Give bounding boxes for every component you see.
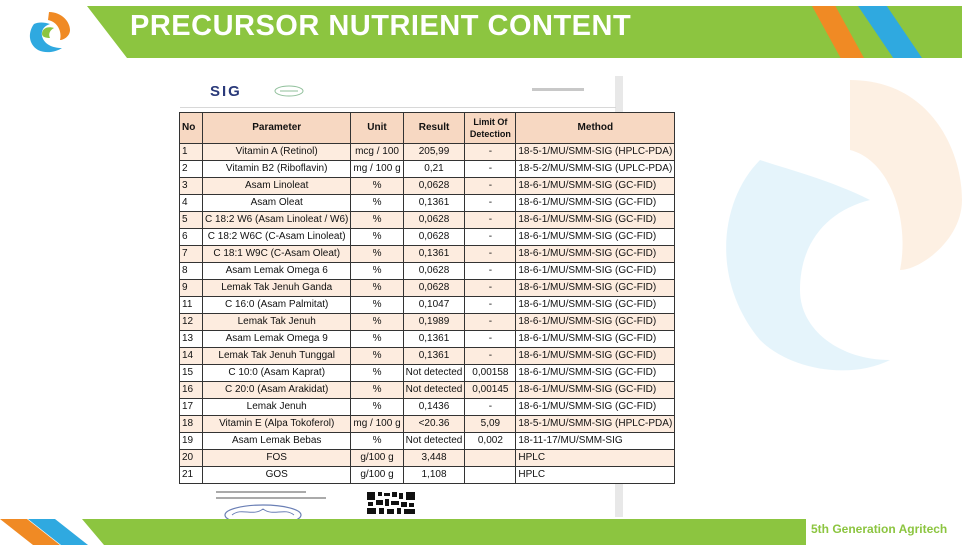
cell-result: Not detected: [403, 433, 465, 450]
cell-method: HPLC: [516, 450, 675, 467]
qr-code-icon: [366, 491, 416, 515]
cell-parameter: Asam Lemak Bebas: [203, 433, 351, 450]
cell-no: 11: [180, 297, 203, 314]
table-row: [180, 365, 675, 382]
company-swirl-logo-icon: [24, 8, 74, 58]
lab-logo: SIG: [210, 83, 242, 100]
cell-unit: %: [351, 331, 403, 348]
cell-result: 0,0628: [403, 229, 465, 246]
signature-date-line: [216, 491, 306, 493]
table-row: [180, 348, 675, 365]
cell-method: 18-6-1/MU/SMM-SIG (GC-FID): [516, 229, 675, 246]
cell-parameter: C 10:0 (Asam Kaprat): [203, 365, 351, 382]
column-header: Unit: [351, 113, 403, 144]
results-table: [179, 112, 675, 484]
cell-result: Not detected: [403, 365, 465, 382]
column-header: Parameter: [203, 113, 351, 144]
cell-parameter: GOS: [203, 467, 351, 484]
cell-method: 18-6-1/MU/SMM-SIG (GC-FID): [516, 212, 675, 229]
cell-no: 14: [180, 348, 203, 365]
cell-lod: -: [465, 229, 516, 246]
cell-no: 21: [180, 467, 203, 484]
slide-title: PRECURSOR NUTRIENT CONTENT: [130, 10, 632, 42]
table-row: [180, 433, 675, 450]
cell-lod: [465, 450, 516, 467]
cell-result: <20.36: [403, 416, 465, 433]
cell-lod: -: [465, 331, 516, 348]
cell-unit: %: [351, 212, 403, 229]
table-row: [180, 280, 675, 297]
cell-lod: -: [465, 280, 516, 297]
document-divider: [180, 107, 616, 108]
cell-unit: mcg / 100: [351, 144, 403, 161]
cell-result: 3,448: [403, 450, 465, 467]
cell-parameter: Lemak Tak Jenuh: [203, 314, 351, 331]
cell-method: 18-11-17/MU/SMM-SIG: [516, 433, 675, 450]
cell-parameter: Asam Oleat: [203, 195, 351, 212]
cell-no: 5: [180, 212, 203, 229]
cell-result: 0,0628: [403, 263, 465, 280]
cell-unit: %: [351, 195, 403, 212]
cell-result: 0,0628: [403, 212, 465, 229]
column-header: Result: [403, 113, 465, 144]
table-row: [180, 178, 675, 195]
column-header: No: [180, 113, 203, 144]
cell-parameter: Vitamin E (Alpa Tokoferol): [203, 416, 351, 433]
cell-no: 6: [180, 229, 203, 246]
cell-no: 4: [180, 195, 203, 212]
cell-result: Not detected: [403, 382, 465, 399]
cell-unit: %: [351, 263, 403, 280]
cell-result: 205,99: [403, 144, 465, 161]
cell-no: 16: [180, 382, 203, 399]
cell-lod: 0,00158: [465, 365, 516, 382]
cell-method: 18-6-1/MU/SMM-SIG (GC-FID): [516, 246, 675, 263]
cell-lod: -: [465, 161, 516, 178]
cell-method: 18-6-1/MU/SMM-SIG (GC-FID): [516, 178, 675, 195]
cell-parameter: Vitamin A (Retinol): [203, 144, 351, 161]
cell-unit: mg / 100 g: [351, 161, 403, 178]
cell-method: 18-6-1/MU/SMM-SIG (GC-FID): [516, 399, 675, 416]
cell-parameter: Lemak Tak Jenuh Tunggal: [203, 348, 351, 365]
cell-method: 18-6-1/MU/SMM-SIG (GC-FID): [516, 280, 675, 297]
cell-parameter: Lemak Tak Jenuh Ganda: [203, 280, 351, 297]
cell-parameter: C 20:0 (Asam Arakidat): [203, 382, 351, 399]
cell-unit: %: [351, 178, 403, 195]
cell-lod: -: [465, 399, 516, 416]
cell-no: 17: [180, 399, 203, 416]
table-row: [180, 331, 675, 348]
cell-parameter: C 18:2 W6C (C-Asam Linoleat): [203, 229, 351, 246]
cell-unit: %: [351, 348, 403, 365]
cell-result: 0,0628: [403, 178, 465, 195]
cell-method: 18-6-1/MU/SMM-SIG (GC-FID): [516, 382, 675, 399]
document-reference-mark: [532, 88, 584, 91]
cell-method: 18-6-1/MU/SMM-SIG (GC-FID): [516, 195, 675, 212]
cell-method: 18-6-1/MU/SMM-SIG (GC-FID): [516, 365, 675, 382]
cell-unit: mg / 100 g: [351, 416, 403, 433]
cell-method: 18-5-1/MU/SMM-SIG (HPLC-PDA): [516, 144, 675, 161]
column-header: Method: [516, 113, 675, 144]
cell-lod: -: [465, 348, 516, 365]
watermark-logo-icon: [700, 40, 962, 500]
cell-result: 0,1989: [403, 314, 465, 331]
cell-method: 18-6-1/MU/SMM-SIG (GC-FID): [516, 348, 675, 365]
table-row: [180, 246, 675, 263]
cell-no: 12: [180, 314, 203, 331]
cell-no: 13: [180, 331, 203, 348]
table-row: [180, 297, 675, 314]
cell-unit: %: [351, 314, 403, 331]
table-row: [180, 263, 675, 280]
cell-result: 0,1436: [403, 399, 465, 416]
table-row: [180, 212, 675, 229]
cell-unit: %: [351, 280, 403, 297]
cell-parameter: Asam Lemak Omega 6: [203, 263, 351, 280]
cell-result: 1,108: [403, 467, 465, 484]
footer-brand-text: 5th Generation Agritech: [811, 522, 948, 536]
cell-method: 18-6-1/MU/SMM-SIG (GC-FID): [516, 314, 675, 331]
cell-lod: -: [465, 195, 516, 212]
table-header-row: [180, 113, 675, 144]
signature-company-line: [216, 497, 326, 499]
cell-unit: %: [351, 229, 403, 246]
table-row: [180, 450, 675, 467]
cell-lod: -: [465, 263, 516, 280]
cell-lod: [465, 467, 516, 484]
cell-lod: 0,002: [465, 433, 516, 450]
cell-unit: %: [351, 297, 403, 314]
cell-method: 18-5-1/MU/SMM-SIG (HPLC-PDA): [516, 416, 675, 433]
cell-result: 0,0628: [403, 280, 465, 297]
official-stamp-icon: [222, 503, 304, 519]
lab-emblem-icon: [272, 84, 306, 98]
cell-lod: 0,00145: [465, 382, 516, 399]
cell-parameter: Vitamin B2 (Riboflavin): [203, 161, 351, 178]
cell-lod: -: [465, 144, 516, 161]
cell-no: 19: [180, 433, 203, 450]
table-row: [180, 144, 675, 161]
cell-lod: -: [465, 212, 516, 229]
cell-no: 7: [180, 246, 203, 263]
cell-unit: g/100 g: [351, 450, 403, 467]
cell-parameter: Asam Linoleat: [203, 178, 351, 195]
cell-result: 0,1361: [403, 331, 465, 348]
column-header: Limit Of Detection: [465, 113, 516, 144]
table-row: [180, 467, 675, 484]
table-row: [180, 195, 675, 212]
cell-parameter: Lemak Jenuh: [203, 399, 351, 416]
cell-parameter: C 16:0 (Asam Palmitat): [203, 297, 351, 314]
cell-parameter: FOS: [203, 450, 351, 467]
table-row: [180, 314, 675, 331]
cell-method: 18-5-2/MU/SMM-SIG (UPLC-PDA): [516, 161, 675, 178]
cell-no: 8: [180, 263, 203, 280]
cell-parameter: C 18:2 W6 (Asam Linoleat / W6): [203, 212, 351, 229]
cell-result: 0,1361: [403, 246, 465, 263]
table-row: [180, 161, 675, 178]
cell-unit: %: [351, 382, 403, 399]
cell-no: 1: [180, 144, 203, 161]
cell-lod: -: [465, 297, 516, 314]
cell-parameter: Asam Lemak Omega 9: [203, 331, 351, 348]
table-row: [180, 399, 675, 416]
cell-no: 20: [180, 450, 203, 467]
cell-unit: g/100 g: [351, 467, 403, 484]
cell-parameter: C 18:1 W9C (C-Asam Oleat): [203, 246, 351, 263]
cell-unit: %: [351, 365, 403, 382]
cell-method: 18-6-1/MU/SMM-SIG (GC-FID): [516, 297, 675, 314]
cell-method: 18-6-1/MU/SMM-SIG (GC-FID): [516, 331, 675, 348]
cell-method: HPLC: [516, 467, 675, 484]
cell-unit: %: [351, 399, 403, 416]
cell-unit: %: [351, 246, 403, 263]
cell-no: 18: [180, 416, 203, 433]
cell-lod: -: [465, 314, 516, 331]
cell-result: 0,1047: [403, 297, 465, 314]
cell-method: 18-6-1/MU/SMM-SIG (GC-FID): [516, 263, 675, 280]
cell-lod: 5,09: [465, 416, 516, 433]
cell-no: 2: [180, 161, 203, 178]
cell-result: 0,1361: [403, 348, 465, 365]
cell-no: 3: [180, 178, 203, 195]
cell-unit: %: [351, 433, 403, 450]
cell-no: 9: [180, 280, 203, 297]
cell-lod: -: [465, 246, 516, 263]
table-row: [180, 416, 675, 433]
table-row: [180, 382, 675, 399]
cell-result: 0,1361: [403, 195, 465, 212]
cell-lod: -: [465, 178, 516, 195]
cell-result: 0,21: [403, 161, 465, 178]
table-row: [180, 229, 675, 246]
cell-no: 15: [180, 365, 203, 382]
